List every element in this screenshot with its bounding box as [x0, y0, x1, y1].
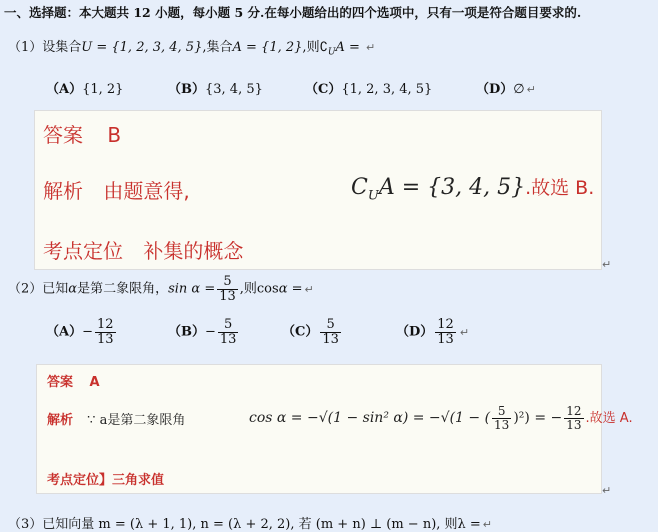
q1-analysis-text: 由题意得,: [103, 179, 190, 203]
return-mark-icon: ↵: [602, 484, 612, 497]
return-mark-icon: ↵: [602, 258, 612, 271]
q2-stem-then: 则cos: [243, 281, 279, 297]
q1-point-line: [43, 235, 243, 264]
q1-analysis-end: .故选 B.: [525, 177, 595, 199]
q2-option-b-den: 13: [219, 331, 237, 347]
q2-answer-value: A: [89, 375, 100, 390]
q1-option-b-label: （B）: [168, 82, 205, 97]
q2-option-a-num: 12: [97, 317, 114, 332]
q2-analysis-because: ∵: [87, 413, 96, 428]
q2-stem-tail: α =: [278, 281, 303, 297]
q2-analysis-text: a是第二象限角: [99, 413, 186, 428]
q2-option-b-num: 5: [224, 317, 233, 332]
return-mark-icon: ↵: [526, 83, 536, 96]
q1-point-label: 考点定位: [43, 239, 123, 263]
q1-stem: （1）设集合U = {1, 2, 3, 4, 5},集合A = {1, 2},则$∁_UA$ = ↵: [8, 40, 376, 58]
q1-analysis-sub: U: [367, 188, 379, 204]
q2-answer-image: [36, 364, 633, 494]
q1-option-d-value: ∅: [513, 82, 525, 97]
q2-option-d-label: （D）: [396, 324, 434, 340]
q1-stem-prefix: （1）设集合: [8, 40, 82, 55]
q3-stem: [8, 513, 492, 532]
q2-option-a-den: 13: [97, 331, 114, 347]
q2-stem-mid: 是第二象限角，: [77, 281, 169, 297]
q2-stem-prefix: （2）已知: [8, 281, 69, 297]
return-mark-icon: ↵: [459, 325, 470, 339]
q1-option-c-value: {1, 2, 3, 4, 5}: [341, 82, 433, 97]
q2-option-a-label: （A）: [46, 324, 83, 340]
q1-answer-label: 答案: [43, 123, 83, 147]
q2-analysis-den2: 13: [566, 417, 582, 432]
q1-option-c: [305, 78, 432, 97]
q1-analysis-result: A = {3, 4, 5}: [378, 175, 526, 200]
q2-option-c-label: （C）: [282, 324, 319, 340]
q1-answer-value: B: [107, 123, 122, 147]
q1-answer-line: [43, 119, 121, 148]
q1-stem-set-u: U = {1, 2, 3, 4, 5}: [81, 40, 203, 55]
q2-analysis-num2: 12: [566, 404, 582, 418]
q2-stem-fraction: [217, 275, 238, 303]
q1-option-d: [476, 78, 536, 97]
q3-stem-text: （3）已知向量 m = (λ + 1, 1), n = (λ + 2, 2), 若 (m + n) ⊥ (m − n), 则λ =: [8, 517, 481, 532]
q1-complement-symbol: ∁: [319, 40, 328, 55]
q2-analysis-formula-start: cos α = −√(1 − sin² α) = −√(1 − (: [249, 410, 491, 427]
q2-option-a-sign: −: [82, 324, 93, 340]
q1-analysis-label: 解析: [43, 179, 83, 203]
q1-answer-image: [34, 110, 602, 270]
q2-option-b-label: （B）: [168, 324, 205, 340]
q2-option-a: [46, 318, 118, 346]
q2-point-line: [47, 469, 164, 488]
q2-option-d-den: 13: [437, 331, 454, 347]
q2-option-d-num: 12: [437, 317, 454, 332]
q1-stem-set-a: A = {1, 2}: [232, 40, 303, 55]
q2-option-c: [282, 318, 343, 346]
q1-option-d-label: （D）: [476, 82, 514, 97]
q1-option-c-label: （C）: [305, 82, 342, 97]
q1-analysis-formula: [351, 173, 594, 203]
q2-point-label: 考点定位】: [47, 473, 113, 488]
q2-stem-sin: sin α =: [168, 281, 216, 297]
q1-stem-mid: 集合: [206, 40, 233, 55]
q1-option-b: [168, 78, 263, 97]
q1-analysis-line: [43, 175, 190, 204]
q2-analysis-label: 解析: [47, 413, 74, 428]
q1-option-b-value: {3, 4, 5}: [205, 82, 263, 97]
q2-analysis-formula: [249, 405, 633, 431]
q1-option-a-label: （A）: [46, 82, 83, 97]
q1-point-text: 补集的概念: [143, 239, 244, 263]
q2-stem-alpha: α: [68, 281, 78, 297]
q2-analysis-formula-mid: )²) = −: [513, 410, 563, 427]
q2-analysis-line: [47, 409, 185, 428]
q1-stem-then: 则: [306, 40, 320, 55]
q1-complement-sub: U: [327, 47, 336, 58]
q2-option-b-sign: −: [205, 324, 216, 340]
q2-answer-label: 答案: [47, 375, 74, 390]
q2-stem-den: 13: [219, 288, 236, 304]
q2-stem-num: 5: [223, 274, 232, 289]
q2-analysis-num1: 5: [497, 404, 506, 418]
q2-point-text: 三角求值: [112, 473, 165, 488]
q2-analysis-den1: 13: [494, 417, 510, 432]
q1-option-a-value: {1, 2}: [82, 82, 124, 97]
q2-analysis-end: .故选 A.: [585, 411, 633, 427]
q2-answer-line: [47, 371, 100, 390]
q2-option-d: [396, 318, 469, 346]
q2-option-c-den: 13: [322, 331, 339, 347]
q1-analysis-c: C: [351, 175, 368, 200]
return-mark-icon: ↵: [482, 518, 493, 531]
q1-stem-tail: A =: [335, 40, 360, 55]
q2-stem: （2）已知α是第二象限角，sin α = $\frac{5}{13}$ ,则cosα = ↵: [8, 274, 314, 304]
q2-option-c-num: 5: [326, 317, 335, 332]
return-mark-icon: ↵: [366, 41, 376, 54]
q1-option-a: [46, 78, 123, 97]
section-heading: 一、选择题：本大题共 12 小题，每小题 5 分.在每小题给出的四个选项中，只有一项是符合题目要求的.: [4, 5, 582, 20]
q2-option-b: [168, 318, 240, 346]
return-mark-icon: ↵: [304, 282, 314, 296]
